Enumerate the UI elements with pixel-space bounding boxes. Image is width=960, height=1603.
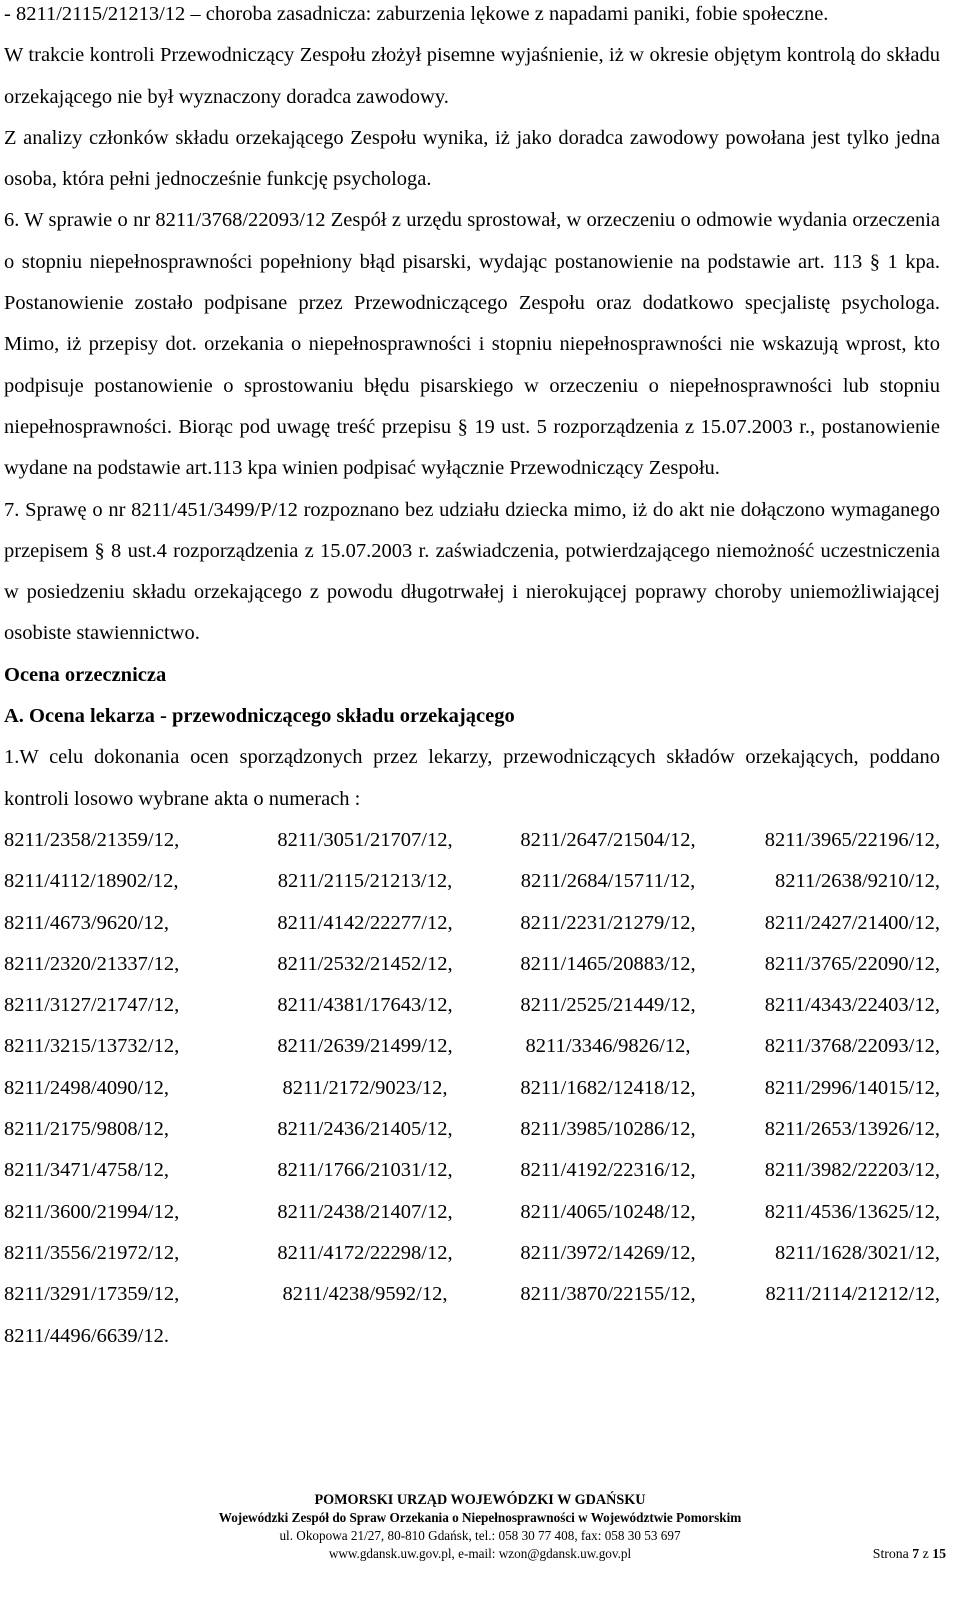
case-number: 8211/3051/21707/12,: [277, 828, 453, 851]
paragraph-analysis: Z analizy członków składu orzekającego Zespołu wynika, iż jako doradca zawodowy powołana jest tylko jedna osoba, która pełni jednocześnie funkcję psychologa.: [4, 126, 940, 191]
case-number: 8211/3768/22093/12,: [764, 1035, 940, 1058]
page-footer: [0, 1491, 960, 1563]
case-number: 8211/4536/13625/12,: [764, 1200, 940, 1223]
page-sep: z: [919, 1546, 933, 1561]
case-number: 8211/3600/21994/12,: [4, 1200, 180, 1223]
case-number: 8211/2427/21400/12,: [764, 911, 940, 934]
case-number: 8211/4343/22403/12,: [764, 994, 940, 1017]
case-number: 8211/3127/21747/12,: [4, 994, 180, 1017]
case-number: 8211/2498/4090/12,: [4, 1076, 169, 1099]
page-prefix: Strona: [872, 1546, 913, 1561]
case-number: 8211/1682/12418/12,: [520, 1076, 696, 1099]
document-body: [4, 0, 940, 1357]
case-number: 8211/3556/21972/12,: [4, 1241, 180, 1264]
paragraph-point-6: 6. W sprawie o nr 8211/3768/22093/12 Zespół z urzędu sprostował, w orzeczeniu o odmowie wydania orzeczenia o stopniu niepełnosprawności popełniony błąd pisarski, wydając postanowienie na podstawie art. 113 § 1 kpa. Postanowienie zostało podpisane przez Przewodniczącego Zespołu oraz dodatkowo specjalistę psychologa. Mimo, iż przepisy dot. orzekania o niepełnosprawności i stopniu niepełnosprawności nie wskazują wprost, kto podpisuje postanowienie o sprostowaniu błędu pisarskiego w orzeczeniu o niepełnosprawności lub stopniu niepełnosprawności. Biorąc pod uwagę treść przepisu § 19 ust. 5 rozporządzenia z 15.07.2003 r., postanowienie wydane na podstawie art.113 kpa winien podpisać wyłącznie Przewodniczący Zespołu.: [4, 209, 940, 480]
section-heading: Ocena orzecznicza: [4, 663, 167, 686]
case-number: 8211/2639/21499/12,: [277, 1035, 453, 1058]
case-number: 8211/4496/6639/12.: [4, 1324, 169, 1347]
page-number: [873, 1545, 946, 1563]
case-number: 8211/3965/22196/12,: [764, 828, 940, 851]
case-number: 8211/4673/9620/12,: [4, 911, 169, 934]
case-number: 8211/4112/18902/12,: [4, 870, 179, 893]
case-number: 8211/3346/9826/12,: [525, 1035, 691, 1058]
case-number: 8211/2175/9808/12,: [4, 1118, 169, 1141]
case-number: 8211/4192/22316/12,: [520, 1159, 696, 1182]
case-number: 8211/2638/9210/12,: [775, 870, 940, 893]
paragraph-intro: 1.W celu dokonania ocen sporządzonych przez lekarzy, przewodniczących składów orzekających, poddano kontroli losowo wybrane akta o numerach :: [4, 746, 940, 810]
case-number: 8211/2231/21279/12,: [520, 911, 696, 934]
case-number: 8211/4065/10248/12,: [520, 1200, 696, 1223]
case-number: 8211/3870/22155/12,: [520, 1283, 696, 1306]
page-current: 7: [912, 1546, 920, 1561]
case-number: 8211/2647/21504/12,: [520, 828, 696, 851]
case-number: 8211/2438/21407/12,: [277, 1200, 453, 1223]
case-number: 8211/3972/14269/12,: [520, 1241, 696, 1264]
case-number: 8211/1628/3021/12,: [775, 1241, 940, 1264]
case-number: 8211/2525/21449/12,: [520, 994, 696, 1017]
case-number: 8211/3291/17359/12,: [4, 1283, 180, 1306]
paragraph-explanation: W trakcie kontroli Przewodniczący Zespołu złożył pisemne wyjaśnienie, iż w okresie objętym kontrolą do składu orzekającego nie był wyznaczony doradca zawodowy.: [4, 44, 940, 108]
case-number: 8211/3215/13732/12,: [4, 1035, 180, 1058]
paragraph-point-7: 7. Sprawę o nr 8211/451/3499/P/12 rozpoznano bez udziału dziecka mimo, iż do akt nie dołączono wymaganego przepisem § 8 ust.4 rozporządzenia z 15.07.2003 r. zaświadczenia, potwierdzającego niemożność uczestniczenia w posiedzeniu składu orzekającego z powodu długotrwałej i nierokującej poprawy choroby uniemożliwiającej osobiste stawiennictwo.: [4, 498, 940, 645]
case-number-list: [4, 820, 940, 1357]
case-number: 8211/1766/21031/12,: [277, 1159, 453, 1182]
case-number: 8211/2684/15711/12,: [520, 870, 696, 893]
case-number: 8211/3471/4758/12,: [4, 1159, 169, 1182]
paragraph-case-list-item: - 8211/2115/21213/12 – choroba zasadnicza: zaburzenia lękowe z napadami paniki, fobie społeczne.: [4, 3, 829, 25]
footer-contact: [0, 1545, 960, 1563]
case-number: 8211/2172/9023/12,: [282, 1076, 448, 1099]
case-number: 8211/4238/9592/12,: [282, 1283, 448, 1306]
case-number: 8211/4381/17643/12,: [277, 994, 453, 1017]
case-number: 8211/3982/22203/12,: [764, 1159, 940, 1182]
case-number: 8211/3985/10286/12,: [520, 1118, 696, 1141]
case-number: 8211/2320/21337/12,: [4, 952, 180, 975]
case-number: 8211/1465/20883/12,: [520, 952, 696, 975]
subsection-heading: A. Ocena lekarza - przewodniczącego składu orzekającego: [4, 705, 515, 728]
case-number: 8211/2996/14015/12,: [764, 1076, 940, 1099]
case-number: 8211/2436/21405/12,: [277, 1118, 453, 1141]
case-number: 8211/2532/21452/12,: [277, 952, 453, 975]
page-total: 15: [932, 1546, 946, 1561]
case-number: 8211/2114/21212/12,: [765, 1283, 940, 1306]
footer-office: POMORSKI URZĄD WOJEWÓDZKI W GDAŃSKU: [314, 1492, 646, 1508]
case-number: 8211/3765/22090/12,: [764, 952, 940, 975]
case-number: 8211/4172/22298/12,: [277, 1241, 453, 1264]
case-number: 8211/2653/13926/12,: [764, 1118, 940, 1141]
footer-web: www.gdansk.uw.gov.pl, e-mail: wzon@gdansk.uw.gov.pl: [328, 1546, 632, 1561]
footer-address: ul. Okopowa 21/27, 80-810 Gdańsk, tel.: 058 30 77 408, fax: 058 30 53 697: [279, 1528, 681, 1543]
case-number: 8211/2358/21359/12,: [4, 828, 180, 851]
case-number: 8211/2115/21213/12,: [277, 870, 453, 893]
case-number: 8211/4142/22277/12,: [277, 911, 453, 934]
footer-team: Wojewódzki Zespół do Spraw Orzekania o Niepełnosprawności w Województwie Pomorskim: [218, 1510, 742, 1525]
